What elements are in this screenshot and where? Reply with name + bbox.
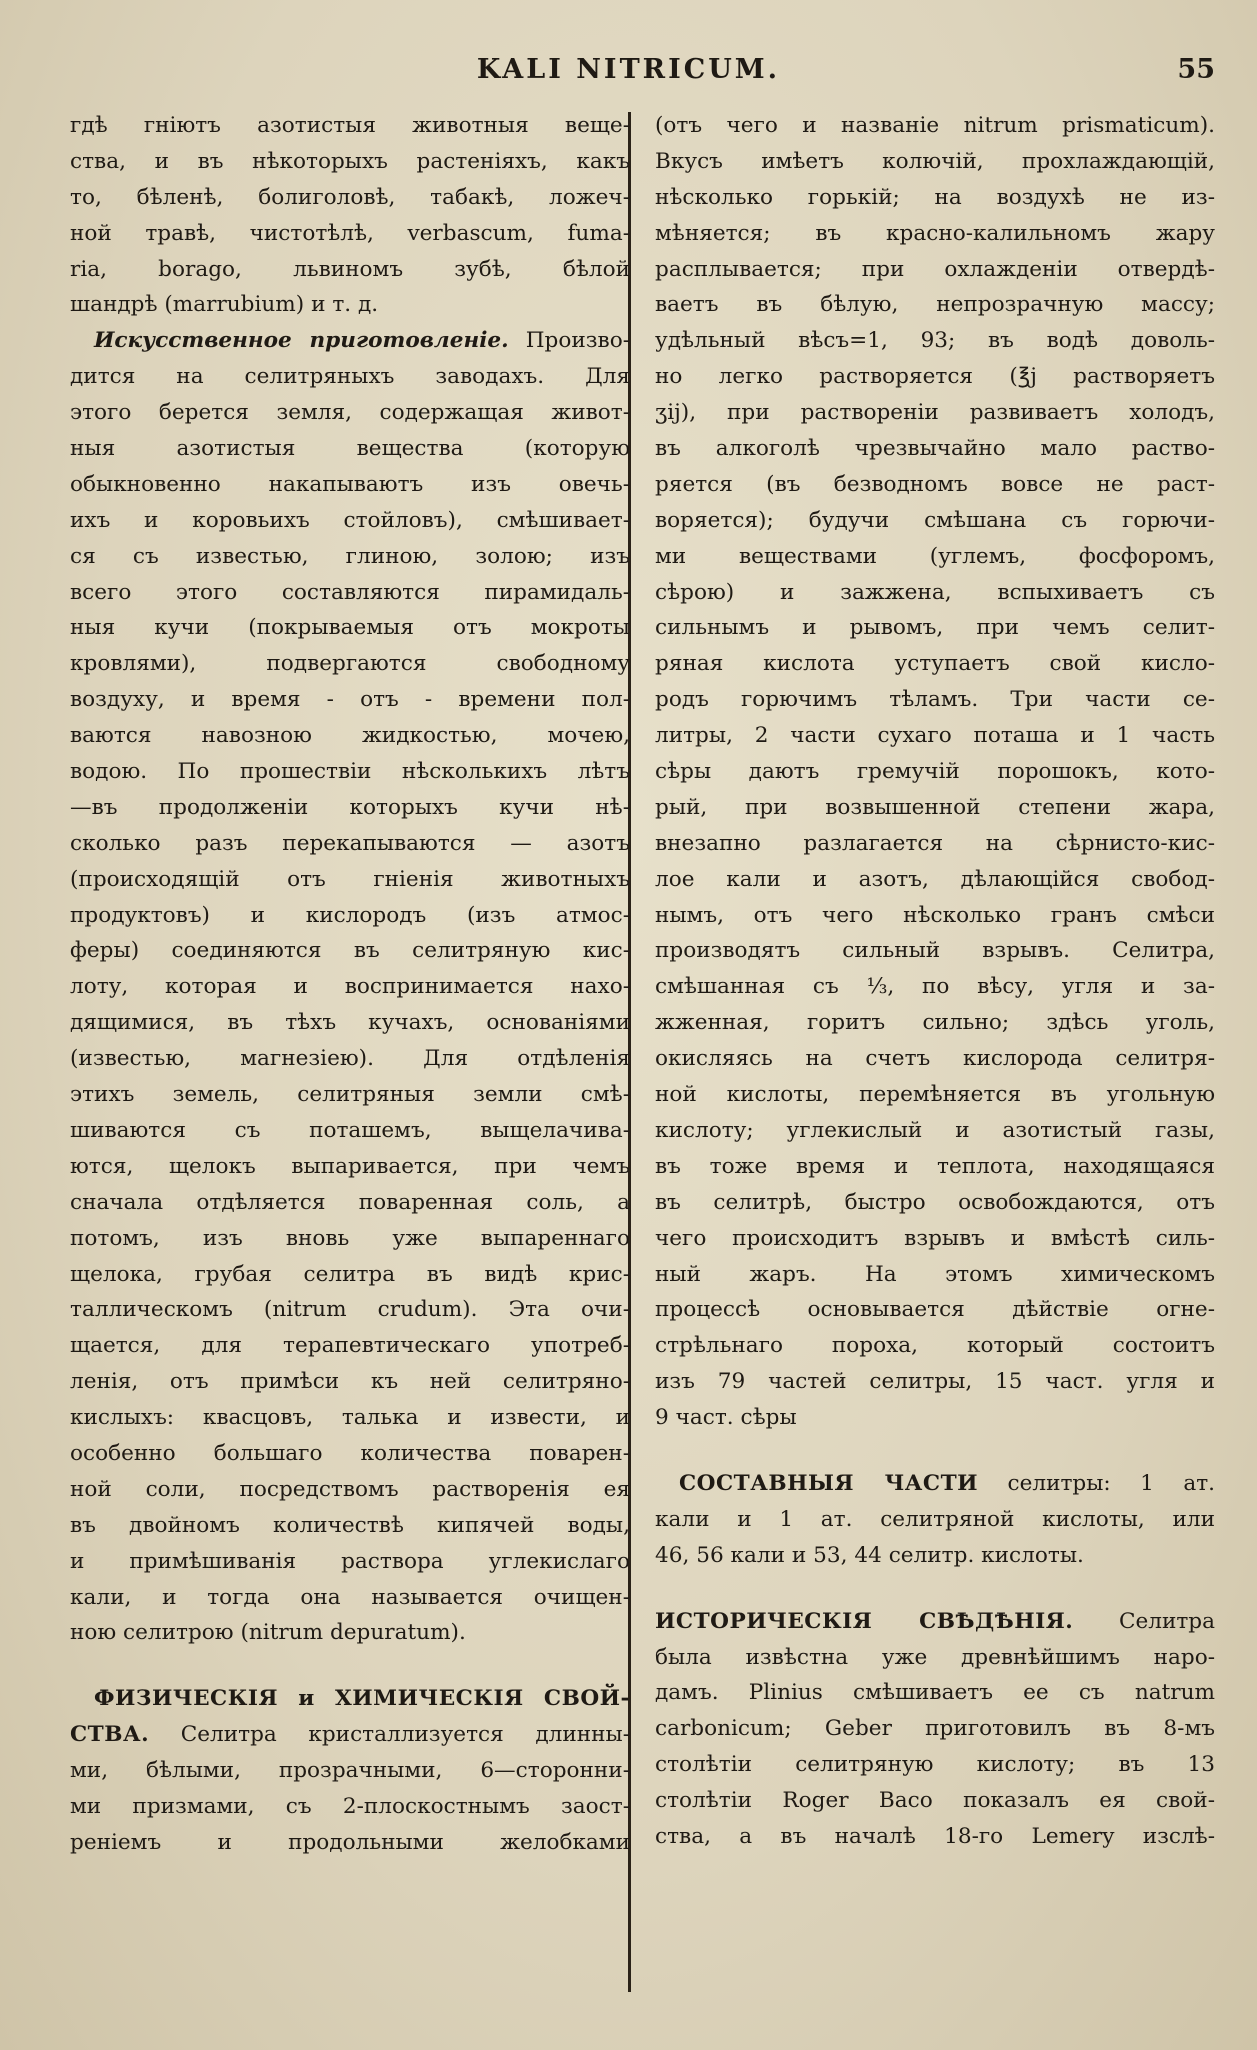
text-line: 46, 56 кали и 53, 44 селитр. кислоты. xyxy=(655,1542,1084,1568)
text-line: таллическомъ (nitrum crudum). Эта очи- xyxy=(70,1297,630,1323)
text-line: расплывается; при охлажденіи отвердѣ- xyxy=(655,256,1215,282)
running-head xyxy=(0,54,1257,94)
section-heading-line: СОСТАВНЫЯ ЧАСТИ селитры: 1 ат. xyxy=(679,1470,1215,1496)
text-line: изъ 79 частей селитры, 15 част. угля и xyxy=(655,1369,1215,1395)
text-line: (отъ чего и названіе nitrum prismaticum). xyxy=(655,113,1215,138)
text-line: сколько разъ перекапываются — азотъ xyxy=(70,830,630,856)
paragraph-gap xyxy=(655,1436,1215,1466)
run-in-heading: СТВА. xyxy=(70,1722,150,1748)
paragraph-gap xyxy=(70,1651,630,1681)
text-line: (известью, магнезіею). Для отдѣленія xyxy=(70,1046,630,1072)
run-in-heading: Искусственное приготовленіе. xyxy=(94,328,509,354)
text-line: ства, и въ нѣкоторыхъ растеніяхъ, какъ xyxy=(70,148,630,174)
text-line: производятъ сильный взрывъ. Селитра, xyxy=(655,938,1215,964)
text-line: ряная кислота уступаетъ свой кисло- xyxy=(655,651,1215,677)
text-line: щелока, грубая селитра въ видѣ крис- xyxy=(70,1261,630,1287)
text-line: въ алкоголѣ чрезвычайно мало раство- xyxy=(655,436,1215,462)
text-line: кислоту; углекислый и азотистый газы, xyxy=(655,1117,1215,1143)
text-line: ихъ и коровьихъ стойловъ), смѣшивает- xyxy=(70,507,630,533)
text-line: сѣры даютъ гремучій порошокъ, кото- xyxy=(655,759,1215,785)
text-line: этого берется земля, содержащая живот- xyxy=(70,400,630,426)
text-line: продуктовъ) и кислородъ (изъ атмос- xyxy=(70,902,630,928)
text-line: въ селитрѣ, быстро освобождаются, отъ xyxy=(655,1189,1215,1215)
text-line: феры) соединяются въ селитряную кис- xyxy=(70,938,630,964)
text-line: ria, borago, львиномъ зубѣ, бѣлой xyxy=(70,256,630,282)
text-line: лоту, которая и воспринимается нахо- xyxy=(70,974,630,1000)
text-line: ми, бѣлыми, прозрачными, 6—сторонни- xyxy=(70,1758,630,1784)
text-line: этихъ земель, селитряныя земли смѣ- xyxy=(70,1082,630,1108)
text-line: кали, и тогда она называется очищен- xyxy=(70,1584,630,1610)
text-line: ленія, отъ примѣси къ ней селитряно- xyxy=(70,1369,630,1395)
text-line: щается, для терапевтическаго употреб- xyxy=(70,1333,630,1359)
page-number: 55 xyxy=(1177,54,1215,85)
text-line: ною селитрою (nitrum depuratum). xyxy=(70,1620,466,1646)
text-line: всего этого составляются пирамидаль- xyxy=(70,579,630,605)
section-heading: ФИЗИЧЕСКІЯ и ХИМИЧЕСКІЯ СВОЙ- xyxy=(94,1686,630,1712)
text-line: сѣрою) и зажжена, вспыхиваетъ съ xyxy=(655,579,1215,605)
text-line: carbonicum; Geber приготовилъ въ 8-мъ xyxy=(655,1716,1215,1742)
text-line: обыкновенно накапываютъ изъ овечь- xyxy=(70,471,630,497)
text-line: стрѣльнаго пороха, который состоитъ xyxy=(655,1333,1215,1359)
text-line: нымъ, отъ чего нѣсколько гранъ смѣси xyxy=(655,902,1215,928)
text-line: ваются навозною жидкостью, мочею, xyxy=(70,723,630,749)
text-line: рый, при возвышенной степени жара, xyxy=(655,794,1215,820)
text-line: литры, 2 части сухаго поташа и 1 часть xyxy=(655,723,1215,749)
text-line: реніемъ и продольными желобками xyxy=(70,1829,630,1855)
text-line: ваетъ въ бѣлую, непрозрачную массу; xyxy=(655,292,1215,318)
text-line: но легко растворяется (℥j растворяетъ xyxy=(655,364,1215,390)
text-line: ный жаръ. На этомъ химическомъ xyxy=(655,1261,1215,1287)
text-line: ныя кучи (покрываемыя отъ мокроты xyxy=(70,615,630,641)
text-line: мѣняется; въ красно-калильномъ жару xyxy=(655,220,1215,246)
text-line: ныя азотистыя вещества (которую xyxy=(70,436,630,462)
text-line: въ двойномъ количествѣ кипячей воды, xyxy=(70,1512,630,1538)
text-line: ми веществами (углемъ, фосфоромъ, xyxy=(655,543,1215,569)
page-title: KALI NITRICUM. xyxy=(476,54,781,85)
text-line: шиваются съ поташемъ, выщелачива- xyxy=(70,1117,630,1143)
text-line: и примѣшиванія раствора углекислаго xyxy=(70,1548,630,1574)
text-line: ми призмами, съ 2-плоскостнымъ заост- xyxy=(70,1793,630,1819)
text-line: воряется); будучи смѣшана съ горючи- xyxy=(655,507,1215,533)
text-line: смѣшанная съ ⅓, по вѣсу, угля и за- xyxy=(655,974,1215,1000)
text-line: ной соли, посредствомъ растворенія ея xyxy=(70,1476,630,1502)
text-line: ʒij), при раствореніи развиваетъ холодъ, xyxy=(655,400,1215,426)
text-line: водою. По прошествіи нѣсколькихъ лѣтъ xyxy=(70,759,630,785)
text-line: дится на селитряныхъ заводахъ. Для xyxy=(70,364,630,390)
text-line: кислыхъ: квасцовъ, талька и извести, и xyxy=(70,1405,630,1431)
text-line: кровлями), подвергаются свободному xyxy=(70,651,630,677)
text-line: ются, щелокъ выпаривается, при чемъ xyxy=(70,1153,630,1179)
text-line: СТВА. Селитра кристаллизуется длинны- xyxy=(70,1722,630,1748)
text-line: ной кислоты, перемѣняется въ угольную xyxy=(655,1082,1215,1108)
text-line: внезапно разлагается на сѣрнисто-кис- xyxy=(655,830,1215,856)
text-line: нѣсколько горькій; на воздухѣ не из- xyxy=(655,184,1215,210)
text-line: ства, а въ началѣ 18-го Lemery изслѣ- xyxy=(655,1823,1215,1849)
text-line: шандрѣ (marrubium) и т. д. xyxy=(70,292,379,318)
paragraph-gap xyxy=(655,1574,1215,1604)
text-line: сначала отдѣляется поваренная соль, а xyxy=(70,1189,630,1215)
text-line: въ тоже время и теплота, находящаяся xyxy=(655,1153,1215,1179)
text-line: потомъ, изъ вновь уже выпареннаго xyxy=(70,1225,630,1251)
text-line: сильнымъ и рывомъ, при чемъ селит- xyxy=(655,615,1215,641)
text-line: удѣльный вѣсъ=1, 93; въ водѣ доволь- xyxy=(655,328,1215,354)
text-line: столѣтіи селитряную кислоту; въ 13 xyxy=(655,1752,1215,1778)
text-line: гдѣ гніютъ азотистыя животныя веще- xyxy=(70,113,630,138)
left-column xyxy=(70,108,630,1861)
run-in-heading: СОСТАВНЫЯ ЧАСТИ xyxy=(679,1470,979,1496)
text-line: кали и 1 ат. селитряной кислоты, или xyxy=(655,1506,1215,1532)
text-line: 9 част. сѣры xyxy=(655,1405,797,1431)
text-line: процессѣ основывается дѣйствіе огне- xyxy=(655,1297,1215,1323)
text-line: —въ продолженіи которыхъ кучи нѣ- xyxy=(70,794,630,820)
section-heading-line: ИСТОРИЧЕСКІЯ СВѢДѢНІЯ. Селитра xyxy=(655,1608,1215,1634)
text-line: жженная, горитъ сильно; здѣсь уголь, xyxy=(655,1010,1215,1036)
text-line: чего происходитъ взрывъ и вмѣстѣ силь- xyxy=(655,1225,1215,1251)
text-line: лое кали и азотъ, дѣлающійся свобод- xyxy=(655,866,1215,892)
run-in-heading: ИСТОРИЧЕСКІЯ СВѢДѢНІЯ. xyxy=(655,1608,1074,1634)
text-line: была извѣстна уже древнѣйшимъ наро- xyxy=(655,1644,1215,1670)
text-line: окисляясь на счетъ кислорода селитря- xyxy=(655,1046,1215,1072)
right-column xyxy=(655,108,1215,1855)
text-line: столѣтіи Roger Baco показалъ ея свой- xyxy=(655,1788,1215,1814)
text-line: особенно большаго количества поварен- xyxy=(70,1440,630,1466)
text-line: Вкусъ имѣетъ колючій, прохлаждающій, xyxy=(655,148,1215,174)
text-line: дящимися, въ тѣхъ кучахъ, основаніями xyxy=(70,1010,630,1036)
text-line: дамъ. Plinius смѣшиваетъ ее съ natrum xyxy=(655,1680,1215,1706)
subsection-line: Искусственное приготовленіе. Произво- xyxy=(94,328,630,354)
text-line: ряется (въ безводномъ вовсе не раст- xyxy=(655,471,1215,497)
text-line: то, бѣленѣ, болиголовѣ, табакѣ, ложеч- xyxy=(70,184,630,210)
text-line: ной травѣ, чистотѣлѣ, verbascum, fuma- xyxy=(70,220,630,246)
text-line: ся съ известью, глиною, золою; изъ xyxy=(70,543,630,569)
text-line: воздуху, и время - отъ - времени пол- xyxy=(70,687,630,713)
text-line: родъ горючимъ тѣламъ. Три части се- xyxy=(655,687,1215,713)
text-line: (происходящій отъ гніенія животныхъ xyxy=(70,866,630,892)
